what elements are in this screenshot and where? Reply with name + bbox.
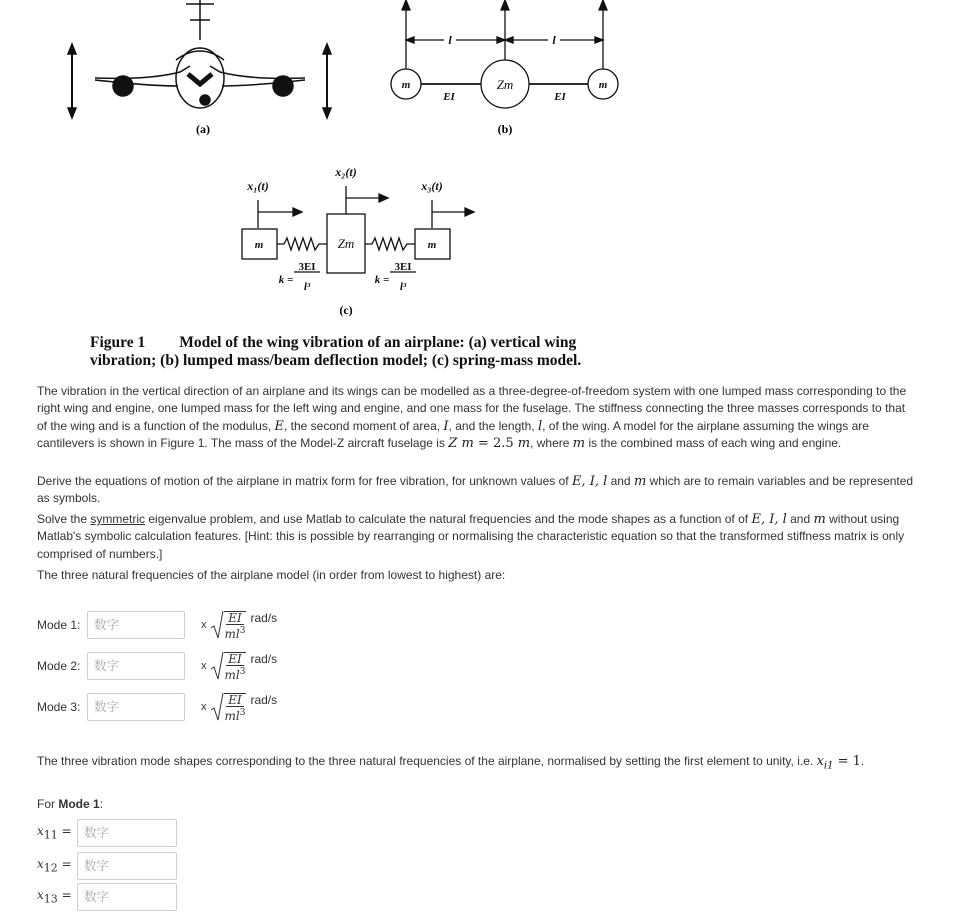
c-x1-label: x₁(t) <box>247 179 269 193</box>
x13-input[interactable] <box>77 883 177 911</box>
b-mass-left: m <box>401 79 411 91</box>
paragraph-intro: The vibration in the vertical direction of an airplane and its wings can be modelled as a three-degree-of-freedom system with one lumped mass corresponding to the right wing and engine, one lumped mass for the left wing and engine, and one mass for the fuselage. The stiffness connecting the three masses corresponds to that of the wing and is a function of the modulus, E, the second moment of area, I, and the length, l, of the wing. A model for the airplane assuming the wings are cantilevers is shown in Figure 1. The mass of the Model-Z aircraft fuselage is Z m = 2.5 m, where m is the combined mass of each wing and engine. <box>37 384 907 452</box>
mode-1-row <box>37 610 277 640</box>
wing-vibration-figure <box>0 0 956 380</box>
b-beam-left: EI <box>443 91 455 103</box>
unit-rad-s: rad/s <box>250 693 278 707</box>
unit-rad-s: rad/s <box>250 611 278 625</box>
mode-3-label: Mode 3: <box>37 700 81 714</box>
c-k-prefix-right: k = <box>374 274 390 286</box>
figure-caption <box>90 334 630 370</box>
c-k-num-left: 3EI <box>298 261 316 273</box>
b-length-right: l <box>552 33 556 47</box>
x13-label: $x_{13}$ = <box>37 888 72 906</box>
airplane-front-view <box>68 0 331 118</box>
times-sign: x <box>201 660 207 672</box>
paragraph-frequencies: The three natural frequencies of the airplane model (in order from lowest to highest) are: <box>37 568 506 582</box>
figure-diagram <box>0 0 956 330</box>
times-sign: x <box>201 701 207 713</box>
figure-caption-label: Figure 1 <box>90 334 146 351</box>
times-sign: x <box>201 619 207 631</box>
x11-input[interactable] <box>77 819 177 847</box>
spring-mass-model <box>242 186 474 273</box>
mode-2-row <box>37 651 277 681</box>
sqrt-ei-ml3: $\frac{EI}{ml^3}$ <box>210 692 247 722</box>
c-k-num-right: 3EI <box>394 261 412 273</box>
mode-1-frequency-input[interactable] <box>87 611 185 639</box>
figure-caption-text: Model of the wing vibration of an airplane: (a) vertical wing vibration; (b) lumped mass/beam deflection model; (c) spring-mass model. <box>90 334 582 369</box>
sqrt-ei-ml3: $\frac{EI}{ml^3}$ <box>210 610 247 640</box>
b-beam-right: EI <box>554 91 566 103</box>
c-mass-right: m <box>427 239 437 251</box>
unit-rad-s: rad/s <box>250 652 278 666</box>
paragraph-derive: Derive the equations of motion of the airplane in matrix form for free vibration, for unknown values of E, I, l and m which are to remain variables and be represented as symbols. <box>37 474 914 506</box>
c-k-prefix-left: k = <box>278 274 294 286</box>
panel-b-label: (b) <box>497 122 513 136</box>
x13-row <box>37 883 177 911</box>
c-x3-label: x₃(t) <box>421 179 443 193</box>
symmetric-term: symmetric <box>90 512 146 526</box>
c-mass-center: Zm <box>337 236 355 251</box>
paragraph-mode-shapes: The three vibration mode shapes corresponding to the three natural frequencies of the airplane, normalised by setting the first element to unity, i.e. $x_{i1} = 1$. <box>37 754 865 772</box>
paragraph-solve: Solve the symmetric eigenvalue problem, and use Matlab to calculate the natural frequencies and the mode shapes as a function of of E, I, l and m without using Matlab's symbolic calculation features. [Hint: this is possible by rearranging or normalising the characteristic equation so that the transformed stiffness matrix is only comprised of numbers.] <box>37 512 905 561</box>
b-length-left: l <box>448 33 452 47</box>
x12-row <box>37 852 177 880</box>
x11-row <box>37 819 177 847</box>
b-mass-right: m <box>598 79 608 91</box>
c-k-den-left: l³ <box>303 281 311 293</box>
panel-a-label: (a) <box>196 122 210 136</box>
mode-3-frequency-input[interactable] <box>87 693 185 721</box>
x12-input[interactable] <box>77 852 177 880</box>
c-k-den-right: l³ <box>399 281 407 293</box>
panel-c-label: (c) <box>339 303 353 317</box>
b-mass-center: Zm <box>496 77 514 92</box>
mode-1-heading: For Mode 1: <box>37 797 104 811</box>
mode-2-frequency-input[interactable] <box>87 652 185 680</box>
x11-label: $x_{11}$ = <box>37 824 72 842</box>
sqrt-ei-ml3: $\frac{EI}{ml^3}$ <box>210 651 247 681</box>
mode-3-row <box>37 692 277 722</box>
mode-1-label: Mode 1: <box>37 618 81 632</box>
x12-label: $x_{12}$ = <box>37 857 72 875</box>
c-mass-left: m <box>254 239 264 251</box>
c-x2-label: x₂(t) <box>335 165 357 179</box>
mode-2-label: Mode 2: <box>37 659 81 673</box>
